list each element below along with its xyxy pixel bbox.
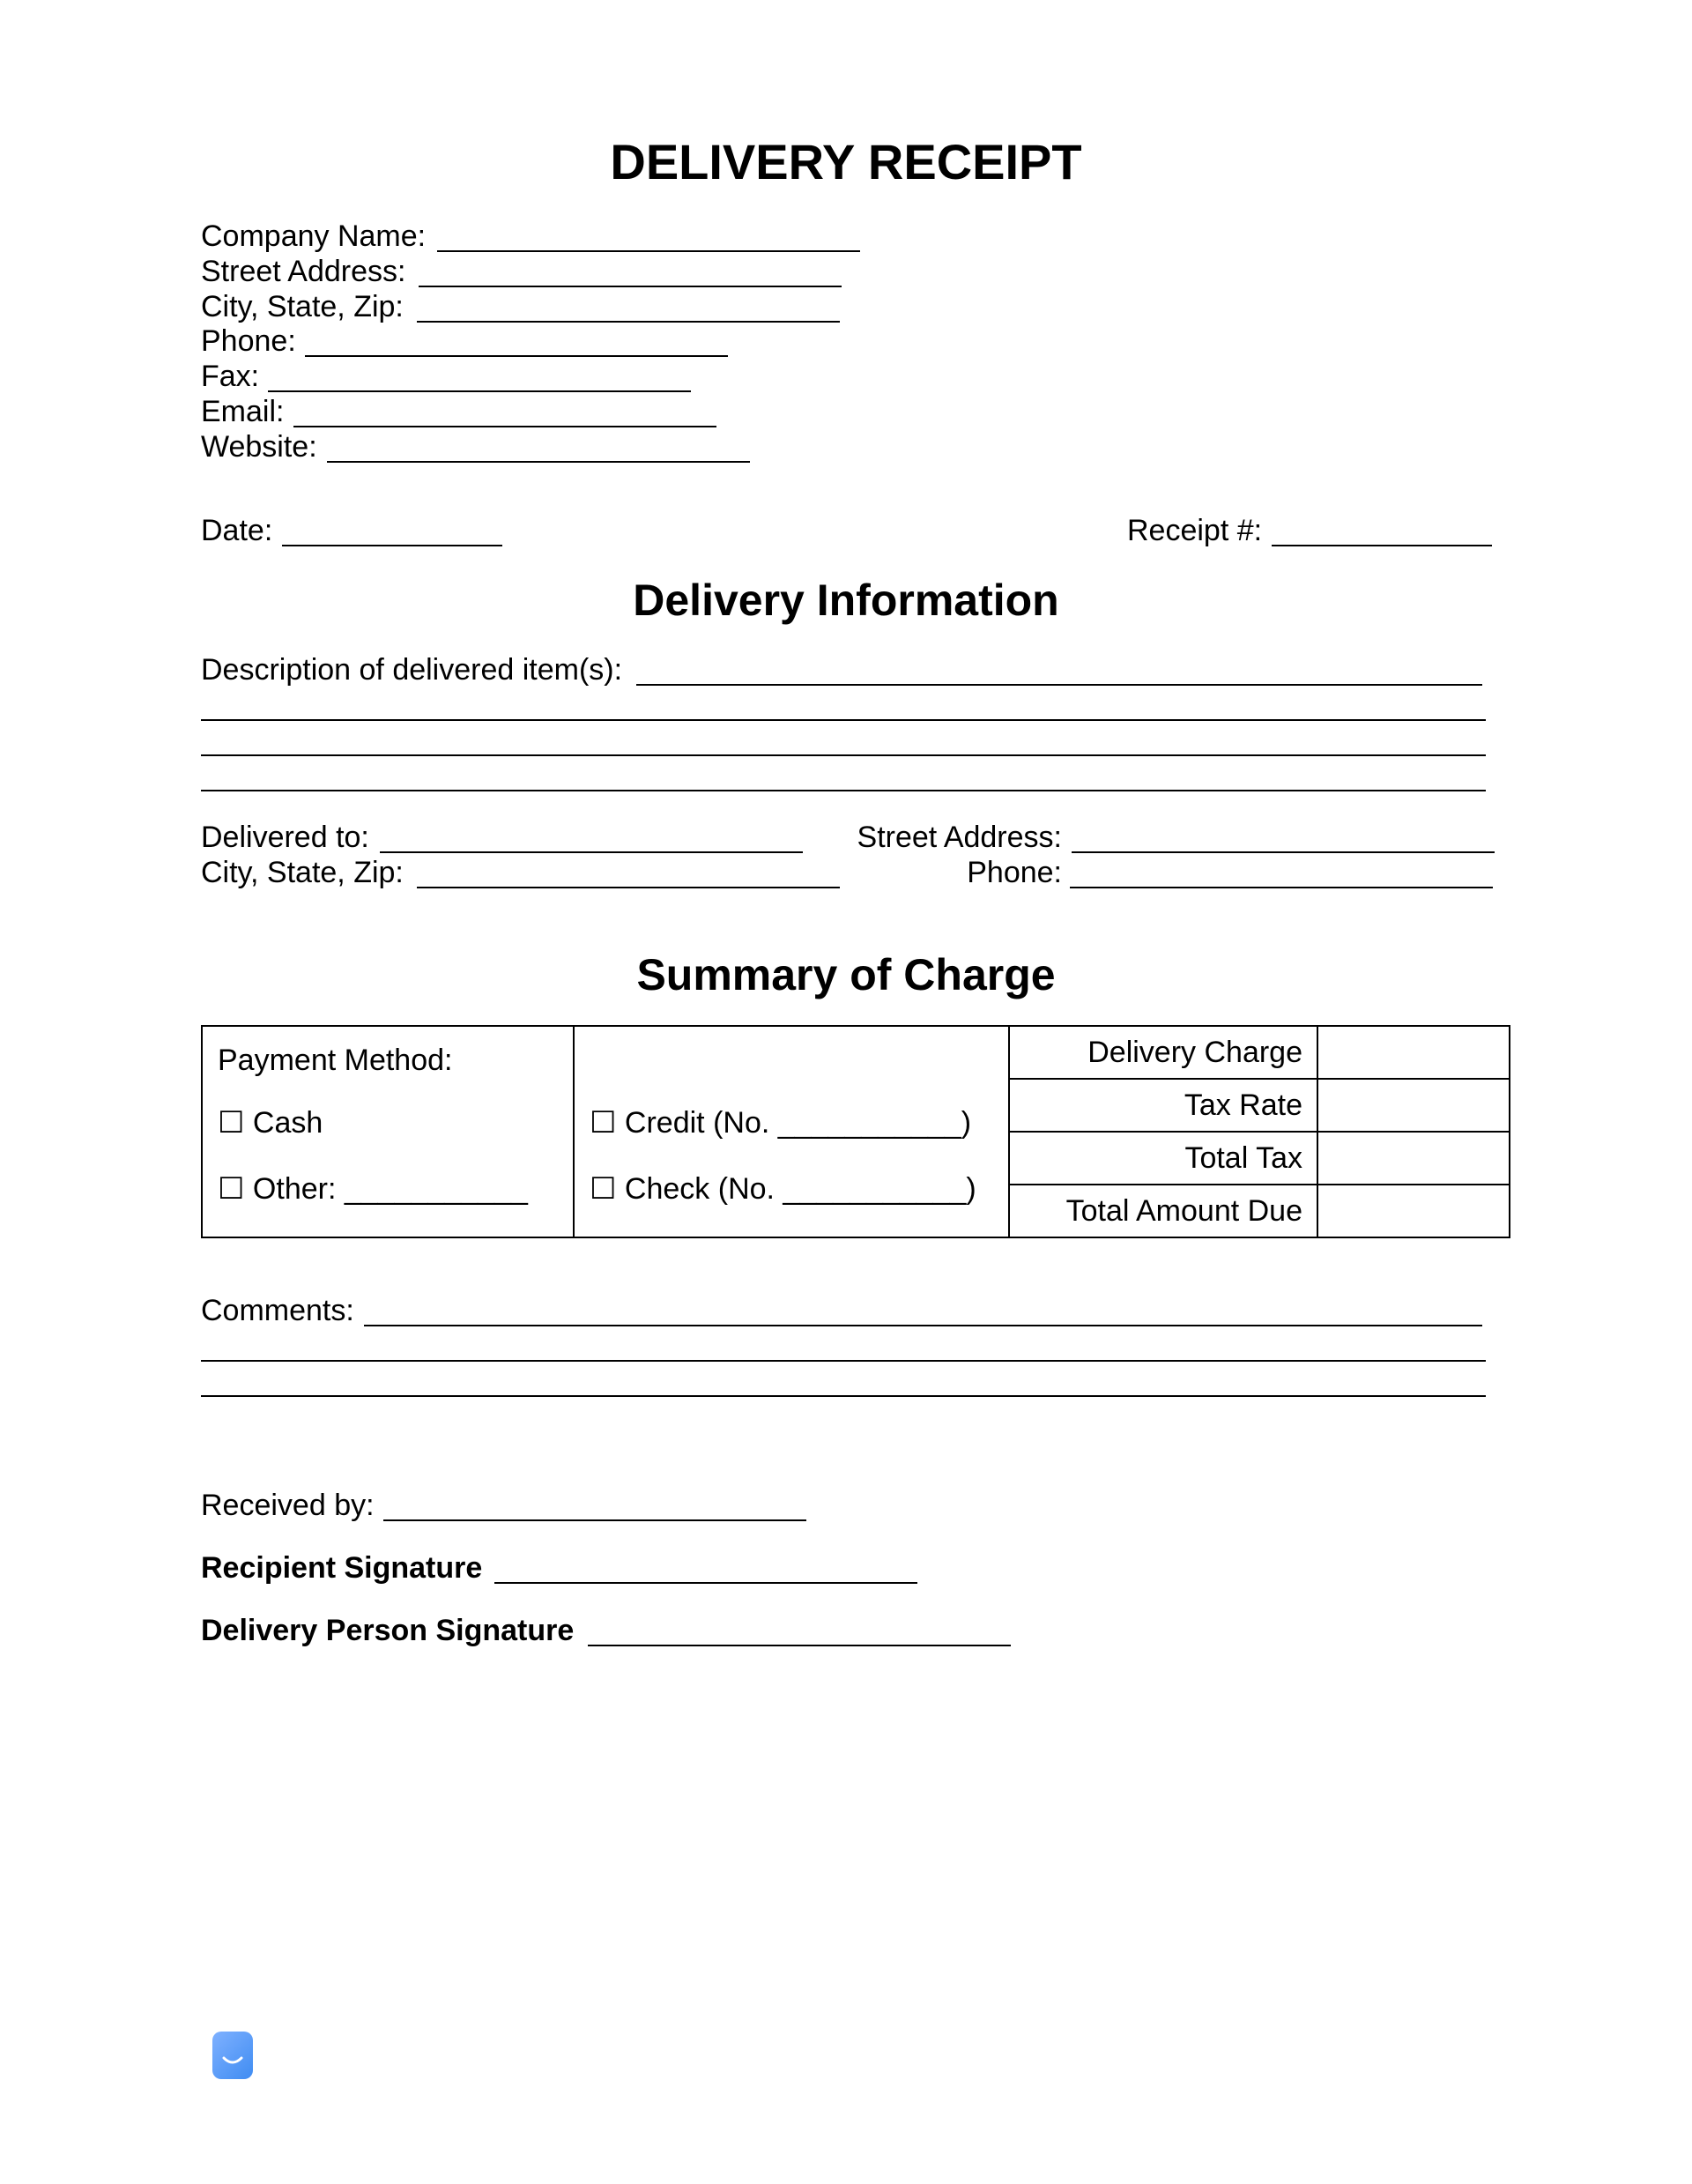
company-name-label: Company Name: (201, 219, 427, 253)
comments-line-3[interactable] (201, 1395, 1486, 1397)
received-by-field[interactable] (383, 1519, 806, 1521)
payment-method-cell (202, 1026, 574, 1237)
fax-label: Fax: (201, 360, 260, 393)
recipient-signature-label: Recipient Signature (201, 1551, 483, 1585)
street-address-field[interactable] (419, 286, 842, 287)
recipient-city-state-zip-label: City, State, Zip: (201, 856, 404, 889)
description-line-4[interactable] (201, 790, 1486, 791)
description-line-2[interactable] (201, 719, 1486, 721)
received-by-label: Received by: (201, 1489, 375, 1522)
company-name-field[interactable] (437, 250, 860, 252)
recipient-signature-field[interactable] (494, 1582, 917, 1584)
city-state-zip-field[interactable] (417, 321, 840, 323)
receipt-number-label: Receipt #: (1127, 514, 1263, 547)
total-amount-due-value[interactable] (1317, 1185, 1510, 1237)
email-field[interactable] (293, 426, 716, 427)
payment-method-label: Payment Method: (218, 1044, 453, 1077)
phone-field[interactable] (305, 355, 728, 357)
recipient-street-address-label: Street Address: (857, 821, 1062, 854)
recipient-phone-field[interactable] (1070, 887, 1493, 888)
recipient-phone-label: Phone: (967, 856, 1062, 889)
summary-of-charge-heading: Summary of Charge (636, 950, 1056, 999)
delivery-charge-label: Delivery Charge (1009, 1026, 1317, 1079)
other-checkbox[interactable]: ☐ Other: ___________ (218, 1172, 528, 1206)
delivered-to-label: Delivered to: (201, 821, 369, 854)
fax-field[interactable] (268, 390, 691, 392)
recipient-street-address-field[interactable] (1072, 851, 1495, 853)
delivery-person-signature-field[interactable] (588, 1645, 1011, 1646)
delivery-charge-value[interactable] (1317, 1026, 1510, 1079)
delivered-to-field[interactable] (380, 851, 803, 853)
total-tax-label: Total Tax (1009, 1132, 1317, 1185)
check-checkbox[interactable]: ☐ Check (No. ___________) (590, 1172, 976, 1206)
document-logo-icon (212, 2032, 253, 2079)
email-label: Email: (201, 395, 285, 428)
total-tax-value[interactable] (1317, 1132, 1510, 1185)
description-line-1[interactable] (636, 684, 1482, 686)
tax-rate-label: Tax Rate (1009, 1079, 1317, 1132)
card-check-cell (574, 1026, 1009, 1237)
charges-table (201, 1025, 1510, 1238)
total-amount-due-label: Total Amount Due (1009, 1185, 1317, 1237)
receipt-number-field[interactable] (1272, 545, 1492, 546)
comments-line-1[interactable] (364, 1325, 1482, 1326)
date-field[interactable] (282, 545, 502, 546)
delivery-person-signature-label: Delivery Person Signature (201, 1614, 575, 1647)
cash-checkbox[interactable]: ☐ Cash (218, 1106, 323, 1140)
date-label: Date: (201, 514, 273, 547)
credit-checkbox[interactable]: ☐ Credit (No. ___________) (590, 1106, 972, 1140)
city-state-zip-label: City, State, Zip: (201, 290, 404, 323)
recipient-city-state-zip-field[interactable] (417, 887, 840, 888)
comments-line-2[interactable] (201, 1360, 1486, 1362)
comments-label: Comments: (201, 1294, 354, 1327)
street-address-label: Street Address: (201, 255, 406, 288)
description-label: Description of delivered item(s): (201, 653, 623, 687)
phone-label: Phone: (201, 324, 296, 358)
delivery-information-heading: Delivery Information (633, 576, 1059, 625)
website-field[interactable] (327, 461, 750, 463)
document-title: DELIVERY RECEIPT (610, 134, 1082, 189)
description-line-3[interactable] (201, 754, 1486, 756)
website-label: Website: (201, 430, 317, 464)
tax-rate-value[interactable] (1317, 1079, 1510, 1132)
